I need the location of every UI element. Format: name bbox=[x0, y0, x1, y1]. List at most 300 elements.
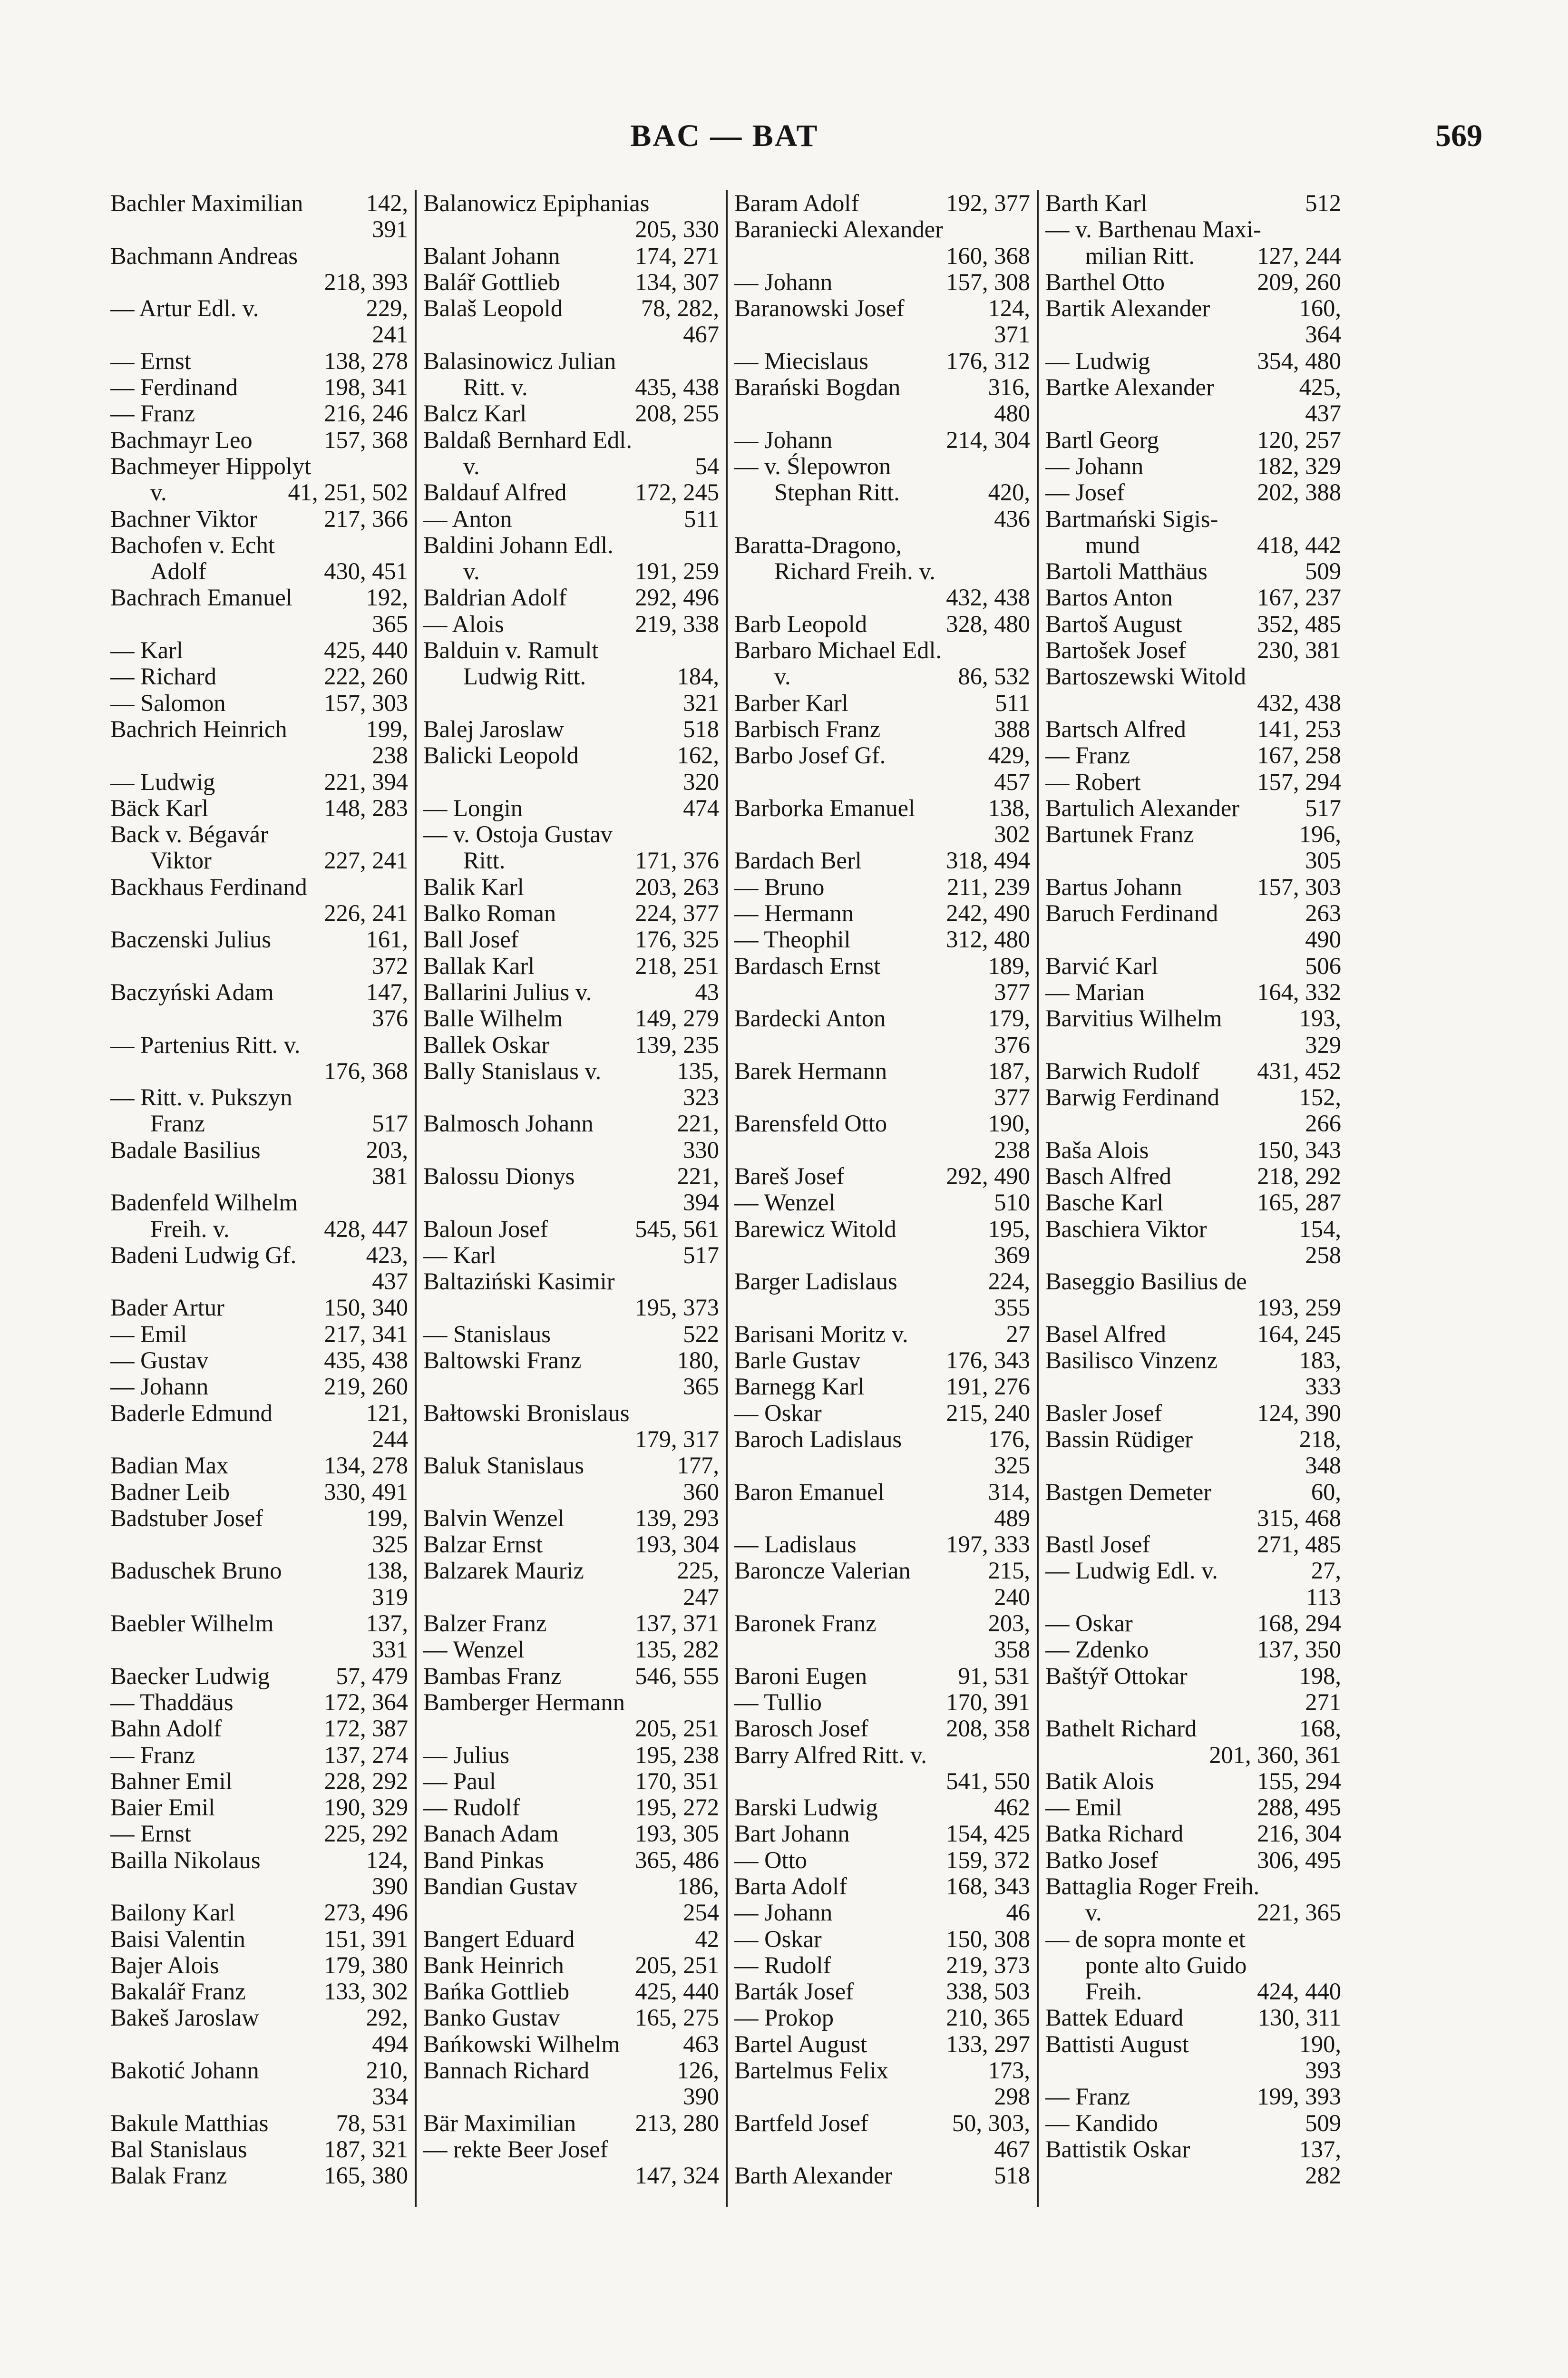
entry-name: — Thaddäus bbox=[110, 1689, 234, 1715]
entry-name: Bathelt Richard bbox=[1045, 1715, 1197, 1742]
index-entry bbox=[423, 795, 719, 821]
index-entry bbox=[734, 2057, 1030, 2110]
entry-line bbox=[110, 769, 408, 795]
index-entry bbox=[110, 1374, 408, 1400]
index-entry bbox=[423, 1058, 719, 1111]
entry-pages: 57, 479 bbox=[336, 1662, 408, 1689]
entry-pages: 288, 495 bbox=[1257, 1794, 1341, 1821]
entry-name: Ballarini Julius v. bbox=[423, 979, 592, 1005]
entry-name: Baier Emil bbox=[110, 1794, 215, 1821]
entry-line bbox=[423, 1111, 719, 1137]
entry-line bbox=[734, 479, 1030, 506]
index-entry bbox=[1045, 1610, 1341, 1637]
index-entry bbox=[734, 1479, 1030, 1532]
entry-pages: 147, 324 bbox=[635, 2162, 719, 2189]
entry-name: Ludwig Ritt. bbox=[463, 663, 586, 690]
entry-line bbox=[734, 874, 1030, 900]
entry-line bbox=[734, 742, 1030, 769]
entry-name: Bartke Alexander bbox=[1045, 374, 1214, 401]
entry-name: — v. Ostoja Gustav bbox=[423, 821, 613, 848]
entry-pages: 193, 304 bbox=[635, 1531, 719, 1558]
entry-line bbox=[734, 690, 1030, 716]
entry-name: Balant Johann bbox=[423, 243, 560, 269]
entry-line bbox=[1045, 374, 1341, 400]
entry-name: — Johann bbox=[734, 427, 833, 453]
entry-line bbox=[423, 1084, 719, 1111]
entry-name: Badenfeld Wilhelm bbox=[110, 1189, 298, 1216]
entry-line bbox=[734, 1794, 1030, 1821]
entry-name: Balmosch Johann bbox=[423, 1111, 594, 1137]
entry-pages: 217, 366 bbox=[324, 505, 408, 532]
entry-line bbox=[734, 1374, 1030, 1400]
entry-name: Bańka Gottlieb bbox=[423, 1978, 570, 2005]
entry-name: Backhaus Ferdinand bbox=[110, 874, 307, 900]
entry-line bbox=[734, 1900, 1030, 1926]
index-entry bbox=[110, 2110, 408, 2136]
index-entry bbox=[110, 453, 408, 506]
entry-line bbox=[734, 769, 1030, 795]
entry-line bbox=[423, 1268, 719, 1295]
entry-name: Baluk Stanislaus bbox=[423, 1452, 584, 1479]
entry-line bbox=[1045, 190, 1341, 216]
index-entry bbox=[423, 900, 719, 926]
entry-line bbox=[423, 190, 719, 216]
entry-pages: 191, 259 bbox=[635, 558, 719, 585]
entry-line bbox=[423, 1663, 719, 1689]
entry-pages: 86, 532 bbox=[958, 663, 1030, 690]
entry-line bbox=[1045, 1242, 1341, 1268]
entry-pages: 230, 381 bbox=[1257, 637, 1341, 664]
entry-pages: 186, bbox=[677, 1873, 719, 1900]
entry-name: Barbo Josef Gf. bbox=[734, 742, 886, 769]
entry-pages: 160, bbox=[1299, 295, 1341, 322]
entry-pages: 179, 317 bbox=[635, 1425, 719, 1452]
entry-line bbox=[1045, 1426, 1341, 1452]
entry-name: v. bbox=[463, 453, 480, 479]
entry-name: — Marian bbox=[1045, 979, 1145, 1005]
entry-name: Bakeš Jaroslaw bbox=[110, 2005, 259, 2031]
entry-line bbox=[1045, 1111, 1341, 1137]
index-entry bbox=[423, 1742, 719, 1768]
index-entry bbox=[423, 532, 719, 585]
entry-line bbox=[423, 611, 719, 637]
entry-pages: 219, 373 bbox=[946, 1951, 1030, 1978]
entry-line bbox=[423, 585, 719, 611]
entry-name: Baroch Ladislaus bbox=[734, 1426, 902, 1452]
entry-name: — Tullio bbox=[734, 1689, 822, 1715]
entry-pages: 41, 251, 502 bbox=[288, 479, 408, 506]
entry-line bbox=[423, 1637, 719, 1663]
entry-line bbox=[734, 663, 1030, 690]
entry-line bbox=[1045, 1295, 1341, 1321]
entry-line bbox=[423, 1873, 719, 1900]
entry-line bbox=[734, 585, 1030, 611]
entry-line bbox=[110, 742, 408, 769]
entry-line bbox=[734, 1505, 1030, 1531]
entry-line bbox=[1045, 2163, 1341, 2189]
entry-pages: 203, 263 bbox=[635, 873, 719, 900]
entry-line bbox=[423, 1847, 719, 1873]
entry-pages: 197, 333 bbox=[946, 1531, 1030, 1558]
entry-line bbox=[423, 1189, 719, 1216]
entry-name: — Stanislaus bbox=[423, 1321, 551, 1347]
entry-line bbox=[734, 1873, 1030, 1900]
entry-line bbox=[734, 1111, 1030, 1137]
entry-name: Adolf bbox=[150, 558, 206, 585]
entry-pages: 319 bbox=[372, 1583, 408, 1610]
entry-name: Baruch Ferdinand bbox=[1045, 900, 1218, 927]
index-entry bbox=[423, 1400, 719, 1453]
entry-pages: 195, 373 bbox=[635, 1294, 719, 1321]
entry-line bbox=[734, 637, 1030, 663]
entry-line bbox=[423, 1584, 719, 1610]
entry-line bbox=[734, 926, 1030, 953]
entry-pages: 133, 297 bbox=[946, 2030, 1030, 2057]
entry-line bbox=[1045, 1531, 1341, 1558]
index-entry bbox=[423, 1663, 719, 1689]
entry-name: Bannach Richard bbox=[423, 2057, 590, 2084]
entry-name: Bardach Berl bbox=[734, 848, 862, 874]
entry-name: — Anton bbox=[423, 506, 512, 532]
entry-name: Baisi Valentin bbox=[110, 1926, 245, 1952]
entry-line bbox=[734, 1005, 1030, 1032]
entry-pages: 205, 251 bbox=[635, 1951, 719, 1978]
entry-line bbox=[110, 2084, 408, 2110]
entry-line bbox=[110, 2110, 408, 2136]
entry-line bbox=[734, 558, 1030, 585]
entry-pages: 192, bbox=[366, 584, 408, 611]
index-entry bbox=[734, 427, 1030, 453]
entry-name: Balossu Dionys bbox=[423, 1163, 575, 1189]
entry-name: Bank Heinrich bbox=[423, 1952, 564, 1978]
entry-pages: 436 bbox=[994, 505, 1030, 532]
entry-pages: 372 bbox=[372, 952, 408, 979]
index-entry bbox=[1045, 1873, 1341, 1926]
entry-line bbox=[1045, 1321, 1341, 1347]
index-entry bbox=[110, 795, 408, 821]
index-entry bbox=[423, 1558, 719, 1610]
entry-name: Barewicz Witold bbox=[734, 1216, 896, 1242]
index-entry bbox=[734, 1900, 1030, 1926]
entry-name: Bartel August bbox=[734, 2031, 867, 2057]
index-entry bbox=[1045, 1558, 1341, 1610]
entry-pages: 210, 365 bbox=[946, 2004, 1030, 2031]
entry-line bbox=[1045, 1452, 1341, 1479]
entry-line bbox=[1045, 1479, 1341, 1505]
index-entry bbox=[1045, 1637, 1341, 1663]
index-entry bbox=[423, 1978, 719, 2005]
entry-line bbox=[1045, 1584, 1341, 1610]
entry-name: — Rudolf bbox=[423, 1794, 520, 1821]
entry-pages: 418, 442 bbox=[1257, 531, 1341, 558]
entry-line bbox=[1045, 585, 1341, 611]
entry-line bbox=[734, 1321, 1030, 1347]
entry-name: — Emil bbox=[1045, 1794, 1122, 1821]
index-entry bbox=[110, 716, 408, 769]
entry-pages: 315, 468 bbox=[1257, 1504, 1341, 1531]
entry-pages: 312, 480 bbox=[946, 926, 1030, 953]
entry-line bbox=[110, 243, 408, 269]
entry-pages: 321 bbox=[683, 689, 719, 716]
entry-name: Basler Josef bbox=[1045, 1400, 1162, 1426]
entry-line bbox=[110, 1058, 408, 1084]
entry-name: — Ritt. v. Pukszyn bbox=[110, 1084, 292, 1111]
entry-pages: 432, 438 bbox=[946, 584, 1030, 611]
entry-line bbox=[110, 1005, 408, 1032]
entry-line bbox=[1045, 1978, 1341, 2005]
index-entry bbox=[734, 1374, 1030, 1400]
index-entry bbox=[1045, 1821, 1341, 1847]
index-entry bbox=[423, 2110, 719, 2136]
index-entry bbox=[734, 295, 1030, 348]
entry-line bbox=[110, 1610, 408, 1637]
entry-pages: 247 bbox=[683, 1583, 719, 1610]
entry-pages: 224, 377 bbox=[635, 900, 719, 927]
index-entry bbox=[1045, 663, 1341, 716]
index-entry bbox=[1045, 1531, 1341, 1558]
index-entry bbox=[734, 926, 1030, 953]
entry-line bbox=[1045, 1268, 1341, 1295]
entry-line bbox=[1045, 1715, 1341, 1742]
index-entry bbox=[734, 1689, 1030, 1715]
index-entry bbox=[110, 1900, 408, 1926]
entry-pages: 187, bbox=[988, 1057, 1030, 1084]
entry-line bbox=[423, 2031, 719, 2057]
index-entry bbox=[110, 1084, 408, 1137]
entry-name: — Oskar bbox=[734, 1400, 822, 1426]
entry-name: — Ludwig Edl. v. bbox=[1045, 1558, 1218, 1584]
entry-name: Bally Stanislaus v. bbox=[423, 1058, 602, 1084]
entry-name: Baroni Eugen bbox=[734, 1663, 867, 1689]
entry-line bbox=[423, 322, 719, 348]
entry-name: Badstuber Josef bbox=[110, 1505, 263, 1531]
entry-pages: 172, 364 bbox=[324, 1688, 408, 1715]
index-entry bbox=[1045, 2136, 1341, 2189]
index-entry bbox=[110, 532, 408, 585]
entry-name: — Julius bbox=[423, 1742, 509, 1768]
entry-line bbox=[110, 400, 408, 427]
entry-line bbox=[734, 2110, 1030, 2136]
entry-line bbox=[110, 1452, 408, 1479]
index-entry bbox=[734, 900, 1030, 926]
entry-line bbox=[734, 269, 1030, 295]
entry-line bbox=[1045, 795, 1341, 821]
entry-pages: 171, 376 bbox=[635, 847, 719, 874]
entry-line bbox=[1045, 1400, 1341, 1426]
entry-pages: 180, bbox=[677, 1347, 719, 1374]
entry-line bbox=[734, 1637, 1030, 1663]
entry-pages: 124, 390 bbox=[1257, 1399, 1341, 1426]
entry-pages: 157, 294 bbox=[1257, 768, 1341, 795]
index-entry bbox=[423, 243, 719, 269]
entry-line bbox=[734, 1084, 1030, 1111]
entry-line bbox=[1045, 2057, 1341, 2084]
entry-name: — Paul bbox=[423, 1768, 496, 1794]
entry-pages: 142, bbox=[366, 190, 408, 216]
index-entry bbox=[110, 1189, 408, 1242]
index-entry bbox=[1045, 1084, 1341, 1137]
entry-line bbox=[734, 1847, 1030, 1873]
index-entry bbox=[110, 1610, 408, 1663]
entry-pages: 331 bbox=[372, 1636, 408, 1663]
entry-name: Ballek Oskar bbox=[423, 1032, 550, 1058]
entry-name: Baratta-Dragono, bbox=[734, 532, 902, 558]
entry-line bbox=[110, 1584, 408, 1610]
index-entry bbox=[110, 506, 408, 532]
entry-pages: 170, 391 bbox=[946, 1688, 1030, 1715]
index-entry bbox=[734, 1742, 1030, 1795]
entry-pages: 224, bbox=[988, 1268, 1030, 1295]
entry-pages: 124, bbox=[988, 295, 1030, 322]
entry-line bbox=[1045, 1952, 1341, 1978]
entry-line bbox=[423, 558, 719, 585]
index-entry bbox=[423, 1452, 719, 1505]
entry-line bbox=[110, 216, 408, 243]
entry-line bbox=[110, 1900, 408, 1926]
index-entry bbox=[110, 1768, 408, 1794]
entry-line bbox=[1045, 1084, 1341, 1111]
entry-name: Bartoszewski Witold bbox=[1045, 663, 1247, 690]
entry-pages: 354, 480 bbox=[1257, 347, 1341, 374]
index-entry bbox=[1045, 742, 1341, 769]
entry-name: v. bbox=[150, 479, 167, 506]
entry-pages: 305 bbox=[1305, 847, 1341, 874]
entry-name: Baebler Wilhelm bbox=[110, 1610, 274, 1637]
entry-pages: 176, 312 bbox=[946, 347, 1030, 374]
entry-pages: 135, bbox=[677, 1057, 719, 1084]
entry-line bbox=[1045, 479, 1341, 506]
entry-pages: 364 bbox=[1305, 321, 1341, 348]
entry-pages: 218, bbox=[1299, 1425, 1341, 1452]
index-entry bbox=[1045, 979, 1341, 1005]
entry-pages: 394 bbox=[683, 1189, 719, 1216]
entry-pages: 431, 452 bbox=[1257, 1057, 1341, 1084]
entry-name: Barthel Otto bbox=[1045, 269, 1165, 295]
entry-line bbox=[423, 1610, 719, 1637]
index-entry bbox=[1045, 1768, 1341, 1794]
entry-pages: 176, 343 bbox=[946, 1347, 1030, 1374]
index-entry bbox=[734, 848, 1030, 874]
entry-line bbox=[110, 1531, 408, 1558]
entry-pages: 151, 391 bbox=[324, 1925, 408, 1952]
entry-pages: 377 bbox=[994, 978, 1030, 1005]
entry-line bbox=[423, 1216, 719, 1242]
entry-pages: 509 bbox=[1305, 2109, 1341, 2136]
entry-pages: 292, bbox=[366, 2004, 408, 2031]
entry-line bbox=[734, 1268, 1030, 1295]
entry-name: Bartošek Josef bbox=[1045, 637, 1186, 664]
entry-name: — Kandido bbox=[1045, 2110, 1159, 2136]
index-entry bbox=[110, 663, 408, 690]
entry-name: Bart Johann bbox=[734, 1821, 850, 1847]
index-entry bbox=[734, 1163, 1030, 1189]
entry-line bbox=[110, 1321, 408, 1347]
entry-pages: 517 bbox=[683, 1241, 719, 1268]
entry-line bbox=[110, 1032, 408, 1058]
entry-pages: 325 bbox=[994, 1452, 1030, 1479]
entry-pages: 221, 365 bbox=[1257, 1899, 1341, 1926]
index-entry bbox=[110, 1926, 408, 1952]
entry-line bbox=[734, 795, 1030, 821]
entry-line bbox=[110, 374, 408, 400]
entry-line bbox=[1045, 900, 1341, 926]
entry-line bbox=[734, 1347, 1030, 1374]
index-entry bbox=[423, 585, 719, 611]
entry-name: — Wenzel bbox=[734, 1189, 836, 1216]
entry-pages: 192, 377 bbox=[946, 190, 1030, 216]
entry-pages: 467 bbox=[683, 321, 719, 348]
entry-line bbox=[110, 1742, 408, 1768]
entry-line bbox=[423, 742, 719, 769]
entry-line bbox=[110, 1216, 408, 1242]
entry-line bbox=[734, 1058, 1030, 1084]
index-entry bbox=[110, 2136, 408, 2163]
entry-line bbox=[110, 979, 408, 1005]
entry-line bbox=[734, 1584, 1030, 1610]
entry-pages: 167, 258 bbox=[1257, 742, 1341, 769]
entry-line bbox=[1045, 453, 1341, 479]
index-entry bbox=[423, 1873, 719, 1926]
entry-pages: 189, bbox=[988, 952, 1030, 979]
entry-line bbox=[1045, 821, 1341, 848]
entry-line bbox=[734, 1742, 1030, 1768]
entry-pages: 457 bbox=[994, 768, 1030, 795]
index-columns bbox=[104, 190, 1348, 2207]
entry-name: — Alois bbox=[423, 611, 504, 637]
entry-pages: 360 bbox=[683, 1478, 719, 1505]
entry-line bbox=[423, 1163, 719, 1189]
entry-pages: 91, 531 bbox=[958, 1662, 1030, 1689]
index-entry bbox=[1045, 1794, 1341, 1821]
entry-pages: 173, bbox=[988, 2057, 1030, 2084]
entry-line bbox=[423, 1426, 719, 1452]
entry-name: Ritt. bbox=[463, 848, 506, 874]
entry-line bbox=[734, 1426, 1030, 1452]
index-entry bbox=[110, 295, 408, 348]
entry-line bbox=[110, 1137, 408, 1163]
entry-pages: 318, 494 bbox=[946, 847, 1030, 874]
entry-line bbox=[110, 269, 408, 295]
index-entry bbox=[734, 1847, 1030, 1873]
entry-name: Basche Karl bbox=[1045, 1189, 1164, 1216]
index-entry bbox=[423, 1531, 719, 1558]
entry-line bbox=[1045, 611, 1341, 637]
entry-name: mund bbox=[1085, 532, 1140, 558]
entry-line bbox=[1045, 716, 1341, 742]
entry-pages: 365 bbox=[683, 1373, 719, 1400]
entry-pages: 165, 275 bbox=[635, 2004, 719, 2031]
index-entry bbox=[1045, 611, 1341, 637]
entry-pages: 329 bbox=[1305, 1031, 1341, 1058]
entry-line bbox=[1045, 269, 1341, 295]
entry-pages: 137, 371 bbox=[635, 1610, 719, 1637]
entry-line bbox=[110, 1189, 408, 1216]
index-entry bbox=[423, 269, 719, 295]
index-entry bbox=[734, 611, 1030, 637]
entry-name: Bartl Georg bbox=[1045, 427, 1159, 453]
entry-line bbox=[1045, 690, 1341, 716]
entry-line bbox=[423, 374, 719, 400]
index-entry bbox=[110, 1715, 408, 1742]
entry-line bbox=[423, 1374, 719, 1400]
entry-pages: 203, bbox=[988, 1610, 1030, 1637]
index-entry bbox=[110, 769, 408, 795]
entry-line bbox=[1045, 558, 1341, 585]
entry-name: Bańkowski Wilhelm bbox=[423, 2031, 620, 2057]
entry-line bbox=[423, 1952, 719, 1978]
entry-pages: 205, 330 bbox=[635, 216, 719, 243]
entry-line bbox=[110, 1558, 408, 1584]
